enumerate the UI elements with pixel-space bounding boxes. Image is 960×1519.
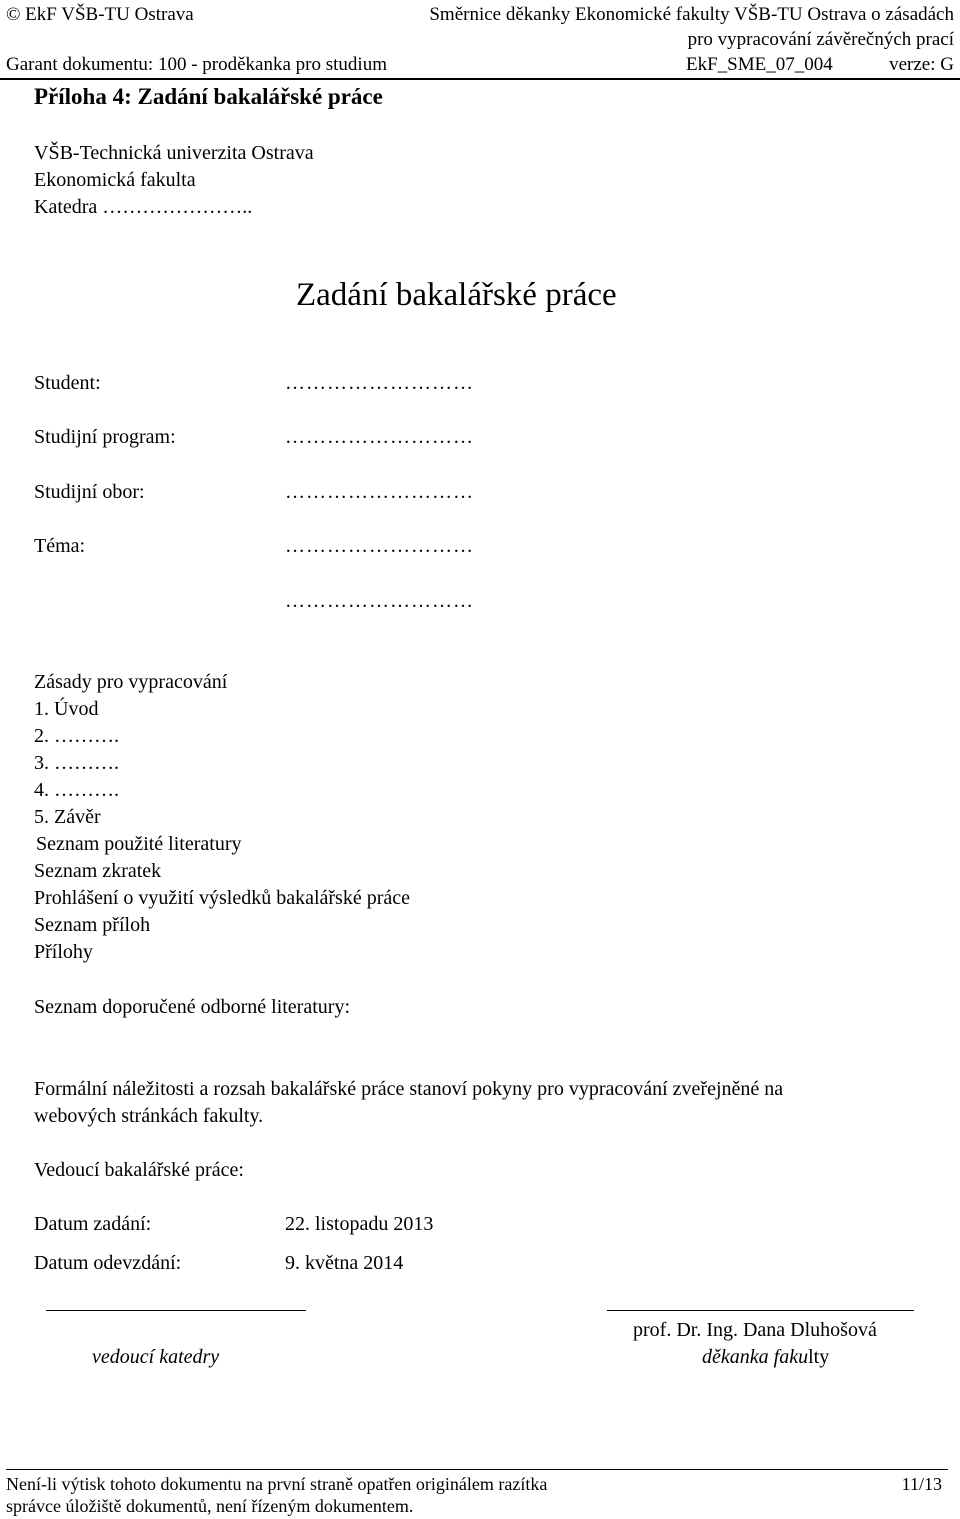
header-guarantor: Garant dokumentu: 100 - proděkanka pro studium — [6, 54, 387, 75]
field-value-field: ……………………… — [285, 481, 474, 503]
field-value-student: ……………………… — [285, 372, 474, 394]
principles-heading: Zásady pro vypracování — [34, 671, 228, 693]
date-assigned-label: Datum zadání: — [34, 1213, 152, 1235]
header-version: verze: G — [889, 54, 954, 75]
field-label-program: Studijní program: — [34, 426, 176, 448]
header-rule — [0, 78, 960, 80]
principles-item: 5. Závěr — [34, 806, 101, 828]
header-title-line1: Směrnice děkanky Ekonomické fakulty VŠB-TU Ostrava o zásadách — [429, 4, 954, 25]
form-title: Zadání bakalářské práce — [296, 277, 617, 313]
header-title-line2: pro vypracování závěrečných prací — [687, 29, 954, 50]
formal-note-line1: Formální náležitosti a rozsah bakalářské práce stanoví pokyny pro vypracování zveřejněné na — [34, 1078, 784, 1100]
principles-item: 3. ………. — [34, 752, 119, 774]
literature-label: Seznam doporučené odborné literatury: — [34, 996, 350, 1018]
signature-line-right — [607, 1310, 914, 1311]
page-number: 11/13 — [901, 1474, 942, 1494]
header-doc-code: EkF_SME_07_004 — [686, 54, 833, 75]
principles-item: 1. Úvod — [34, 698, 99, 720]
field-label-student: Student: — [34, 372, 101, 394]
date-submit-label: Datum odevzdání: — [34, 1252, 182, 1274]
faculty-name: Ekonomická fakulta — [34, 169, 196, 191]
field-value-topic: ……………………… — [285, 535, 474, 557]
department-head-role: vedoucí katedry — [92, 1346, 220, 1368]
principles-section: Přílohy — [34, 941, 93, 963]
dean-role — [702, 1346, 829, 1369]
field-label-field: Studijní obor: — [34, 481, 145, 503]
footer-line1: Není-li výtisk tohoto dokumentu na první straně opatřen originálem razítka — [6, 1474, 548, 1494]
department-name: Katedra ………………….. — [34, 196, 253, 218]
footer-rule — [6, 1469, 948, 1470]
principles-section: Seznam zkratek — [34, 860, 162, 882]
dean-role-italic: děkanka faku — [702, 1346, 809, 1368]
date-submit-value: 9. května 2014 — [285, 1252, 404, 1274]
footer-line2: správce úložiště dokumentů, není řízeným dokumentem. — [6, 1496, 414, 1516]
header-copyright: © EkF VŠB-TU Ostrava — [6, 4, 194, 25]
date-assigned-value: 22. listopadu 2013 — [285, 1213, 434, 1235]
supervisor-label: Vedoucí bakalářské práce: — [34, 1159, 244, 1181]
field-value-program: ……………………… — [285, 426, 474, 448]
dean-name: prof. Dr. Ing. Dana Dluhošová — [633, 1319, 877, 1341]
principles-item: 4. ………. — [34, 779, 119, 801]
field-label-topic: Téma: — [34, 535, 86, 557]
annex-title: Příloha 4: Zadání bakalářské práce — [34, 84, 383, 109]
principles-section: Prohlášení o využití výsledků bakalářské práce — [34, 887, 410, 909]
university-name: VŠB-Technická univerzita Ostrava — [34, 142, 314, 164]
formal-note-line2: webových stránkách fakulty. — [34, 1105, 264, 1127]
signature-line-left — [46, 1310, 306, 1311]
dean-role-rest: lty — [808, 1346, 830, 1368]
principles-item: 2. ………. — [34, 725, 119, 747]
principles-section: Seznam příloh — [34, 914, 151, 936]
field-value-topic-line2: ……………………… — [285, 590, 474, 612]
principles-section: Seznam použité literatury — [36, 833, 242, 855]
